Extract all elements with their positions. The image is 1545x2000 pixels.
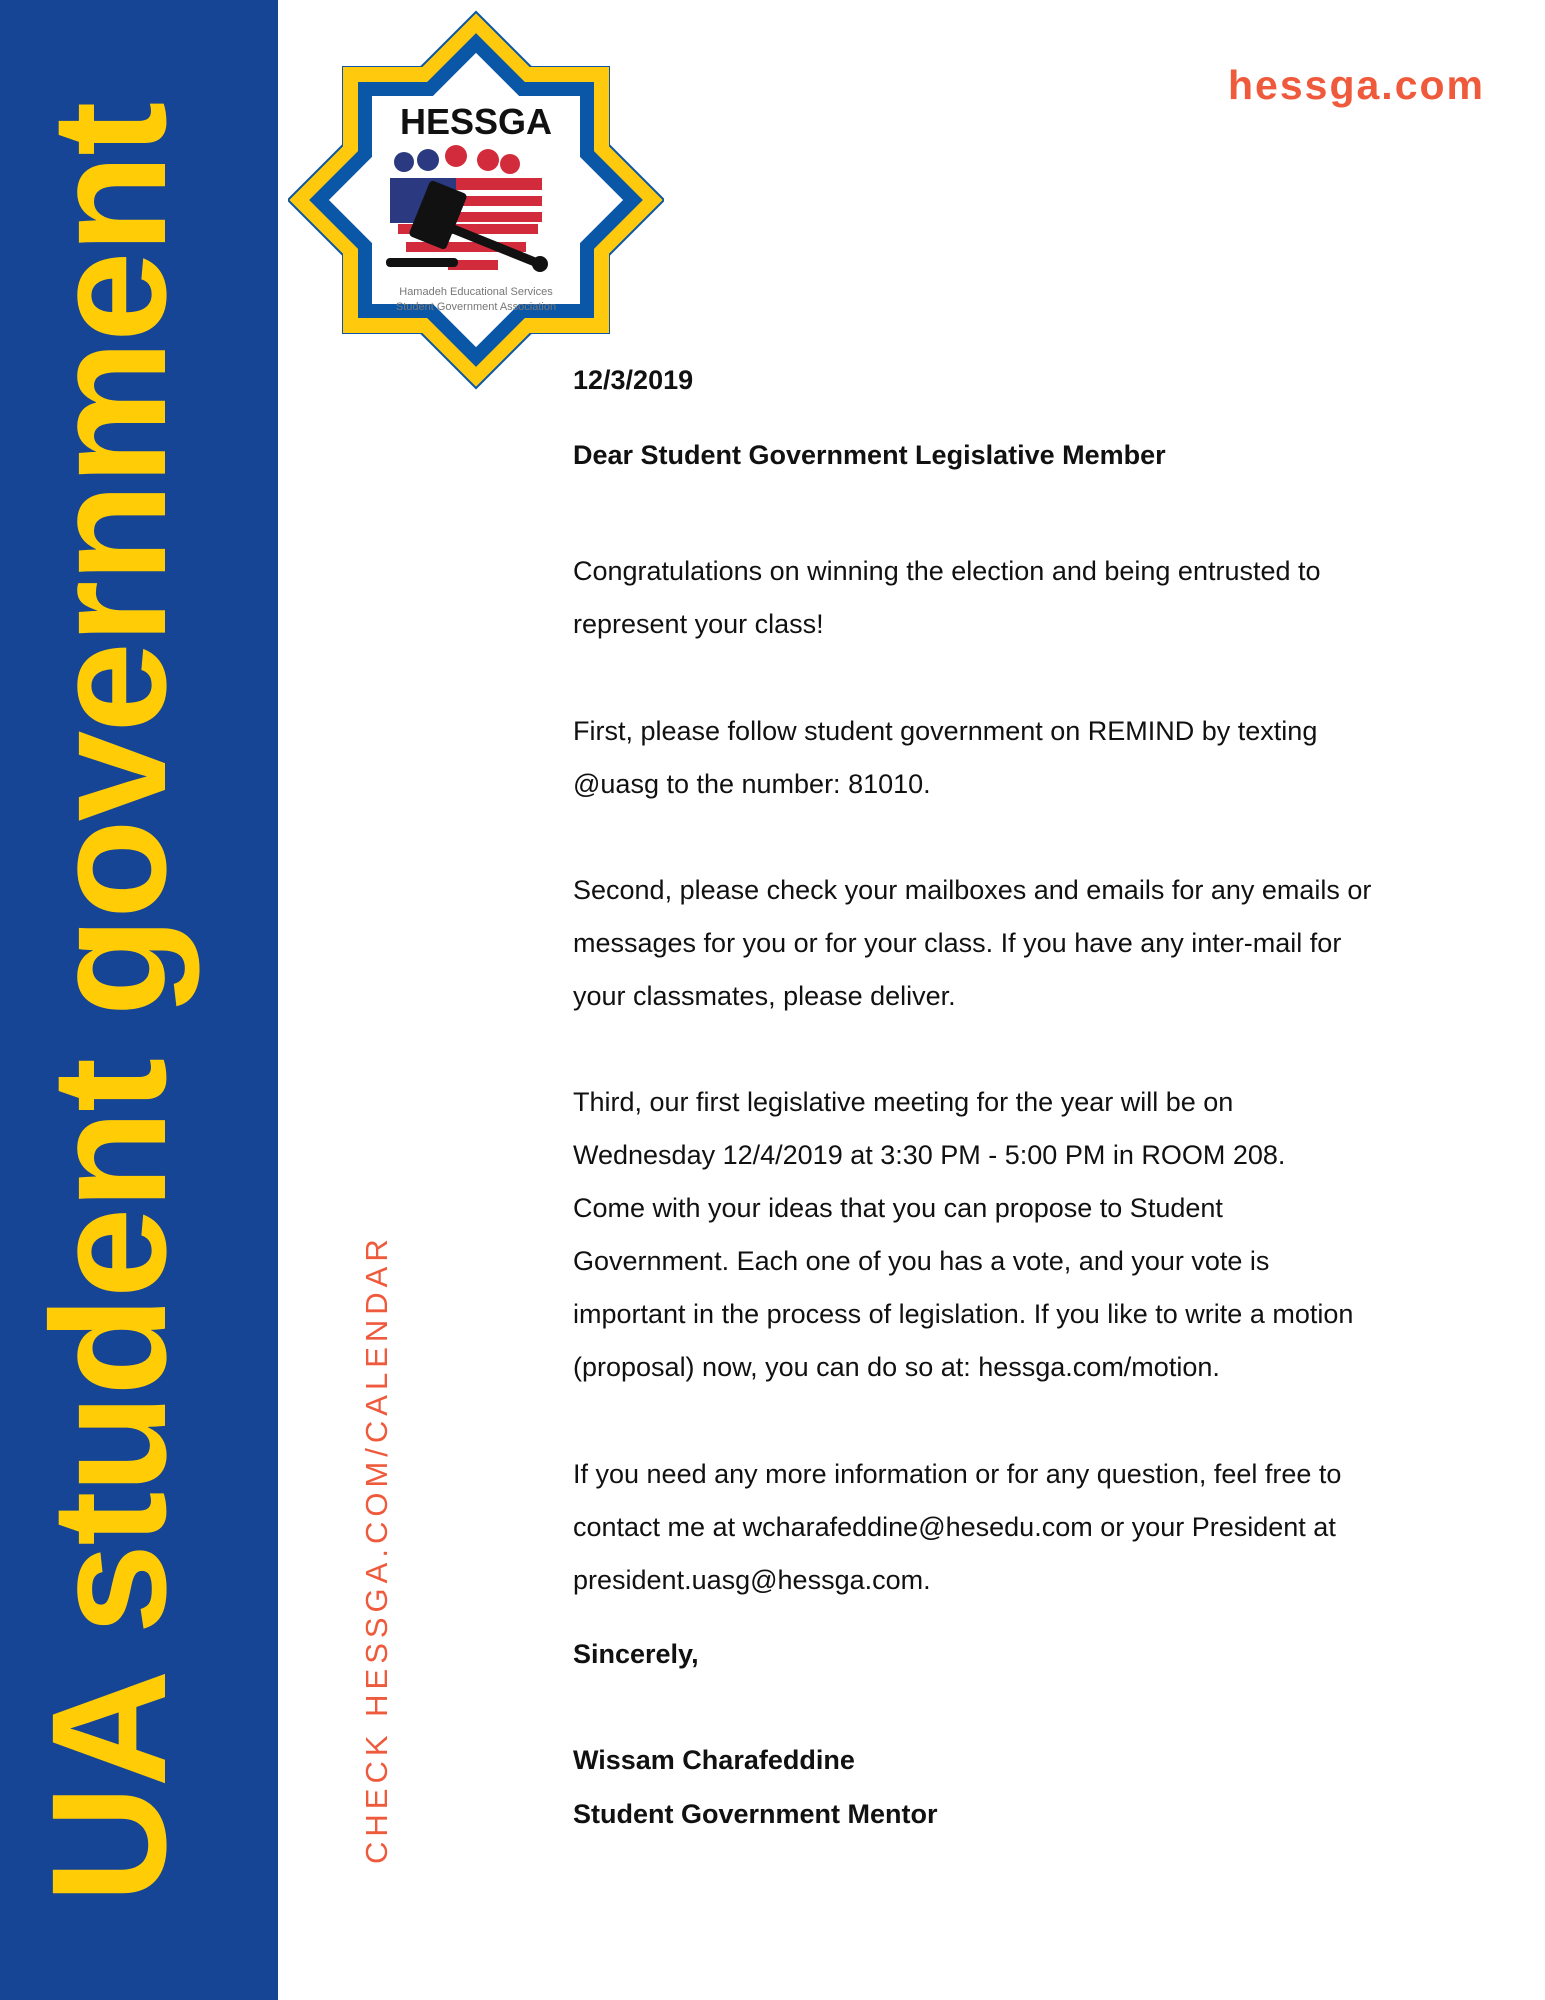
text-line: First, please follow student government on REMIND by texting (573, 716, 1318, 746)
hessga-logo (288, 10, 664, 390)
site-link[interactable]: hessga.com (1228, 62, 1485, 108)
text-line: president.uasg@hessga.com. (573, 1565, 931, 1595)
text-line: @uasg to the number: 81010. (573, 769, 931, 799)
text-line: important in the process of legislation. If you like to write a motion (573, 1299, 1354, 1329)
letter-date: 12/3/2019 (573, 365, 694, 395)
signer-title: Student Government Mentor (573, 1799, 938, 1829)
text-line: Come with your ideas that you can propose to Student (573, 1193, 1223, 1223)
paragraph-remind (573, 705, 1317, 811)
letter-greeting: Dear Student Government Legislative Member (573, 440, 1166, 470)
paragraph-mailboxes (573, 864, 1371, 1023)
sidebar-title: UA student government (17, 103, 200, 1903)
calendar-link[interactable]: CHECK HESSGA.COM/CALENDAR (359, 1234, 394, 1864)
paragraph-congratulations (573, 545, 1321, 651)
text-line: Third, our first legislative meeting for the year will be on (573, 1087, 1234, 1117)
letter-closing: Sincerely, (573, 1639, 699, 1669)
sidebar (0, 0, 278, 2000)
paragraph-contact (573, 1448, 1341, 1607)
text-line: represent your class! (573, 609, 824, 639)
text-line: messages for you or for your class. If you have any inter-mail for (573, 928, 1342, 958)
logo-line2: Student Government Association (395, 301, 557, 313)
text-line: contact me at wcharafeddine@hesedu.com or your President at (573, 1512, 1336, 1542)
text-line: your classmates, please deliver. (573, 981, 956, 1011)
text-line: Government. Each one of you has a vote, and your vote is (573, 1246, 1270, 1276)
text-line: If you need any more information or for any question, feel free to (573, 1459, 1342, 1489)
text-line: Second, please check your mailboxes and emails for any emails or (573, 875, 1372, 905)
signer-name: Wissam Charafeddine (573, 1745, 855, 1775)
text-line: Wednesday 12/4/2019 at 3:30 PM - 5:00 PM in ROOM 208. (573, 1140, 1286, 1170)
text-line: Congratulations on winning the election and being entrusted to (573, 556, 1321, 586)
paragraph-meeting (573, 1076, 1353, 1394)
logo-name: HESSGA (399, 101, 553, 142)
logo-line1: Hamadeh Educational Services (399, 286, 553, 298)
text-line: (proposal) now, you can do so at: hessga.com/motion. (573, 1352, 1220, 1382)
